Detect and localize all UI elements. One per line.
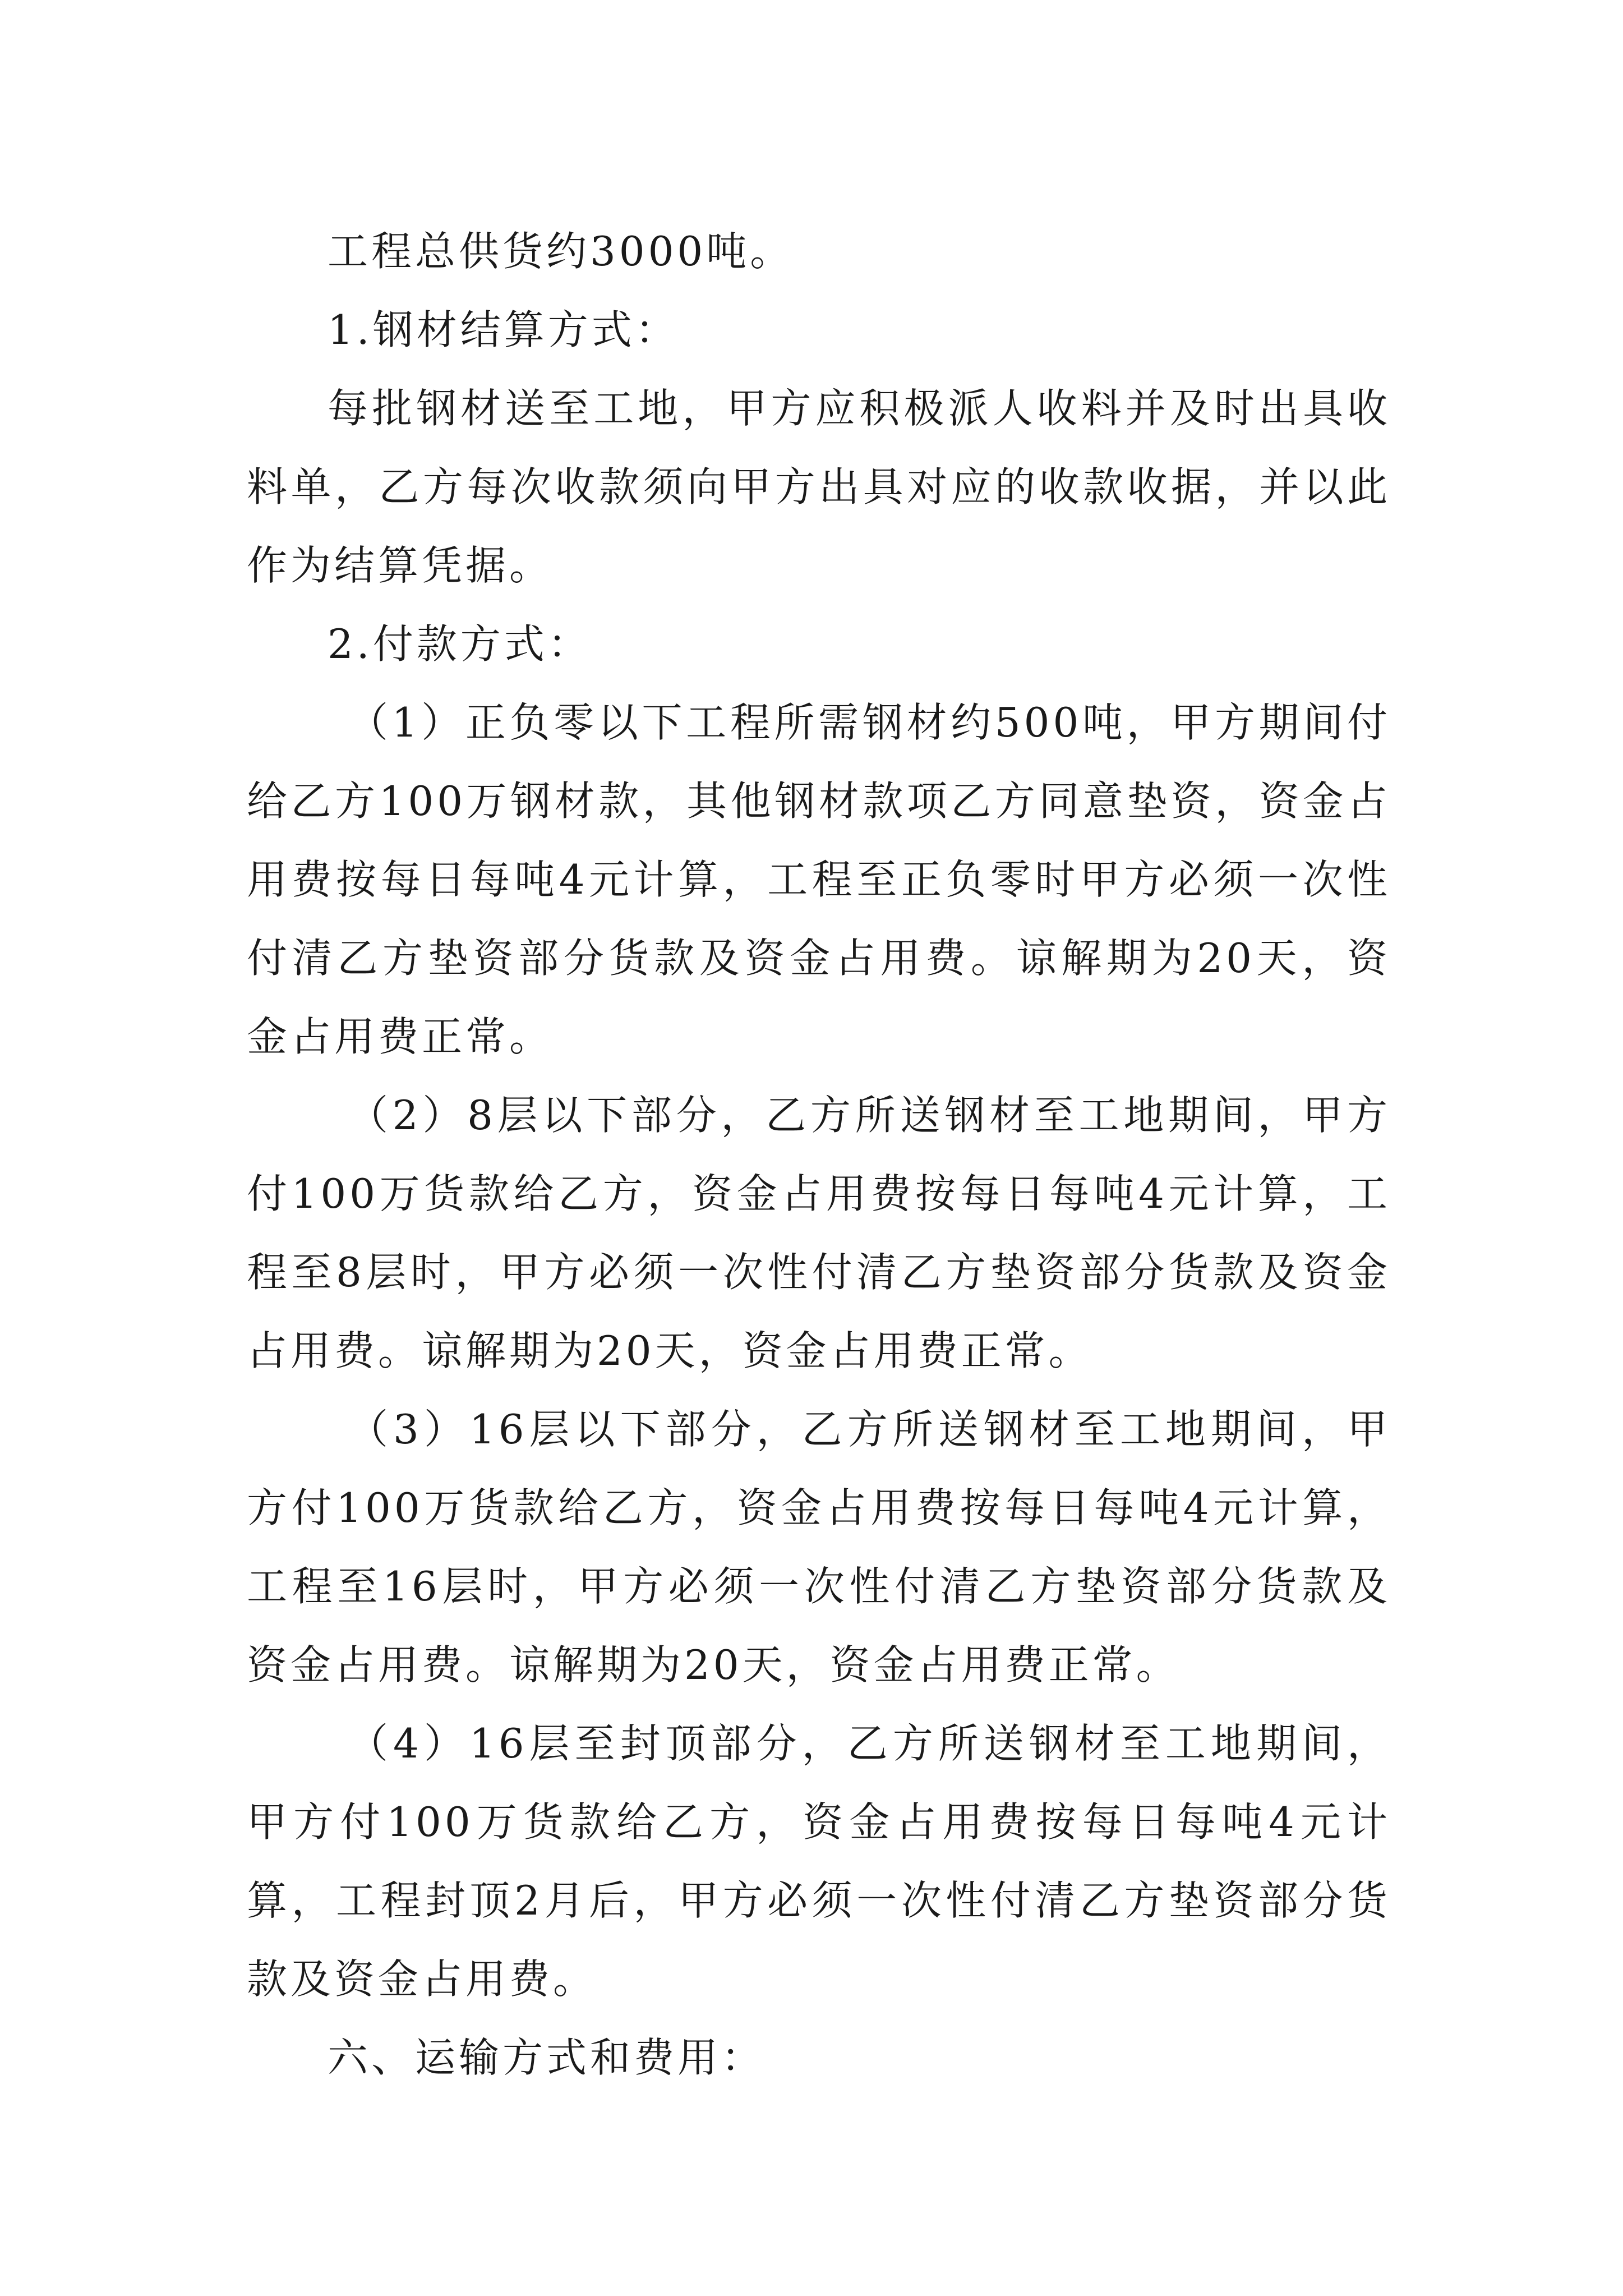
heading-transport: 六、运输方式和费用： xyxy=(328,2034,766,2081)
paragraph-settlement-details: 每批钢材送至工地，甲方应积极派人收料并及时出具收料单，乙方每次收款须向甲方出具对应的收款收据，并以此作为结算凭据。 xyxy=(247,385,1391,589)
document-body xyxy=(247,212,1391,2097)
paragraph-payment-item-4: （4）16层至封顶部分，乙方所送钢材至工地期间，甲方付100万货款给乙方，资金占用费按每日每吨4元计算，工程封顶2月后，甲方必须一次性付清乙方垫资部分货款及资金占用费。 xyxy=(247,1720,1391,2003)
heading-payment-method: 2.付款方式： xyxy=(328,620,592,668)
paragraph-total-supply: 工程总供货约3000吨。 xyxy=(328,228,794,275)
paragraph-payment-item-1: （1）正负零以下工程所需钢材约500吨，甲方期间付给乙方100万钢材款，其他钢材款项乙方同意垫资，资金占用费按每日每吨4元计算，工程至正负零时甲方必须一次性付清乙方垫资部分货款及资金占用费。谅解期为20天，资金占用费正常。 xyxy=(247,699,1391,1060)
paragraph-payment-item-3: （3）16层以下部分，乙方所送钢材至工地期间，甲方付100万货款给乙方，资金占用费按每日每吨4元计算，工程至16层时，甲方必须一次性付清乙方垫资部分货款及资金占用费。谅解期为20天，资金占用费正常。 xyxy=(247,1406,1391,1688)
paragraph-payment-item-2: （2）8层以下部分，乙方所送钢材至工地期间，甲方付100万货款给乙方，资金占用费按每日每吨4元计算，工程至8层时，甲方必须一次性付清乙方垫资部分货款及资金占用费。谅解期为20天，资金占用费正常。 xyxy=(247,1092,1391,1374)
heading-settlement-method: 1.钢材结算方式： xyxy=(328,306,679,353)
